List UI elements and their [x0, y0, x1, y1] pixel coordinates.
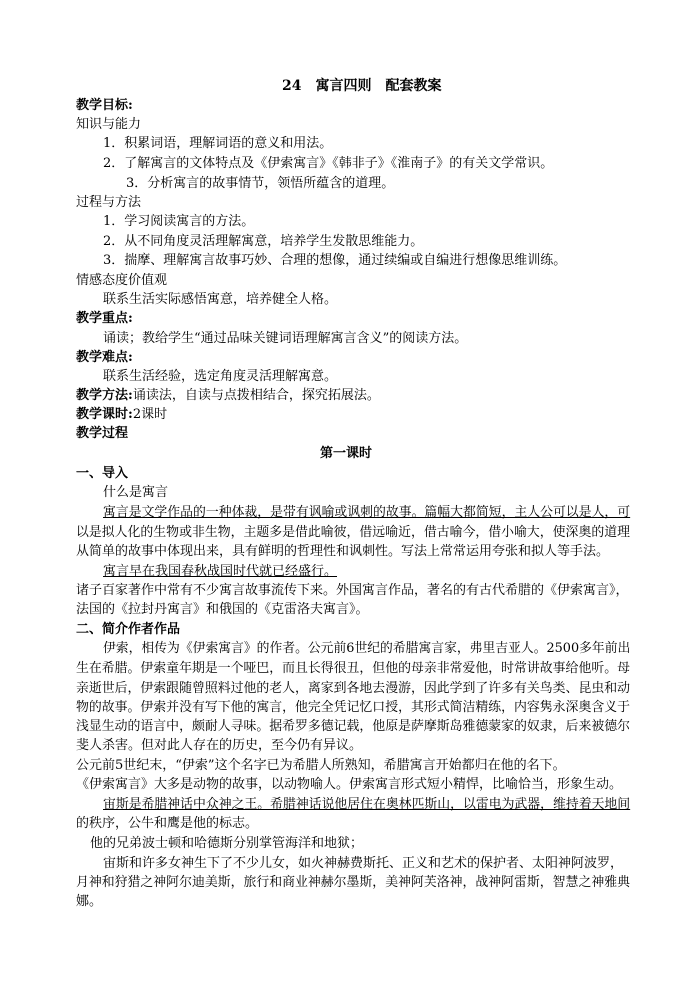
knowledge-item-3: 3．分析寓言的故事情节，领悟所蕴含的道理。: [126, 176, 395, 191]
section2-p1-line4: 物的故事。伊索并没有写下他的寓言，他完全凭记忆口授，其形式简洁精练，内容隽永深奥含义于: [76, 700, 630, 715]
section2-p1-line2: 生在希腊。伊索童年期是一个哑巴，而且长得很丑，但他的母亲非常爱他，时常讲故事给他听。母: [76, 661, 630, 676]
section2-p3: 《伊索寓言》大多是动物的故事，以动物喻人。伊索寓言形式短小精悍，比喻恰当，形象生动。: [76, 777, 623, 792]
section1-p2-line2: 诸子百家著作中常有不少寓言故事流传下来。外国寓言作品，著名的有古代希腊的《伊索寓言》，: [76, 583, 629, 598]
difficulty-label: 教学难点:: [76, 350, 133, 365]
difficulty-text: 联系生活经验，选定角度灵活理解寓意。: [103, 369, 338, 384]
hours-label: 教学课时:: [76, 407, 133, 422]
section1-p1-line2: 以是拟人化的生物或非生物，主题多是借此喻彼，借远喻近，借古喻今，借小喻大，使深奥的道理: [76, 525, 630, 540]
hours-text: 2课时: [132, 407, 168, 422]
knowledge-label: 知识与能力: [76, 117, 142, 132]
goals-label: 教学目标:: [76, 98, 133, 113]
section2-p4-line2: 的秩序，公牛和鹰是他的标志。: [76, 816, 259, 831]
method-text: 诵读法，自读与点拨相结合，探究拓展法。: [132, 388, 380, 403]
section1-p2-line3: 法国的《拉封丹寓言》和俄国的《克雷洛夫寓言》。: [76, 602, 369, 617]
process-main-label: 教学过程: [76, 426, 129, 441]
section2-title: 二、简介作者作品: [76, 622, 181, 637]
emotion-label: 情感态度价值观: [76, 273, 168, 288]
section1-title: 一、导入: [76, 466, 129, 481]
section2-p5: 他的兄弟波士顿和哈德斯分别掌管海洋和地狱；: [90, 836, 364, 851]
section2-p4-line1: 宙斯是希腊神话中众神之王。希腊神话说他居住在奥林匹斯山，以雷电为武器，维持着天地间: [103, 797, 631, 812]
section1-p1-line1: 寓言是文学作品的一种体裁，是带有讽喻或讽刺的故事。篇幅大都简短，主人公可以是人，可: [103, 505, 631, 520]
emotion-text: 联系生活实际感悟寓意，培养健全人格。: [103, 292, 338, 307]
section2-p2: 公元前5世纪末，“伊索”这个名字已为希腊人所熟知，希腊寓言开始都归在他的名下。: [76, 758, 566, 773]
process-item-2: 2．从不同角度灵活理解寓意，培养学生发散思维能力。: [103, 234, 424, 249]
lesson-title: 第一课时: [320, 446, 373, 461]
knowledge-item-2: 2．了解寓言的文体特点及《伊索寓言》《韩非子》《淮南子》的有关文学常识。: [103, 156, 554, 171]
hours-row: [76, 406, 167, 424]
section1-p1-line3: 从简单的故事中体现出来，具有鲜明的哲理性和讽刺性。写法上常常运用夸张和拟人等手法。: [76, 544, 610, 559]
section2-p6-line1: 宙斯和许多女神生下了不少儿女，如火神赫费斯托、正义和艺术的保护者、太阳神阿波罗，: [103, 856, 624, 871]
page-title: 24 寓言四则 配套教案: [282, 78, 442, 94]
section1-question: 什么是寓言: [103, 485, 169, 500]
section2-p6-line3: 娜。: [76, 894, 103, 909]
key-label: 教学重点:: [76, 311, 133, 326]
section2-p1-line5: 浅显生动的语言中，颇耐人寻味。据希罗多德记载，他原是萨摩斯岛雅德蒙家的奴隶，后来被德尔: [76, 719, 630, 734]
knowledge-item-1: 1．积累词语，理解词语的意义和用法。: [103, 136, 333, 151]
section2-p6-line2: 月神和狩猎之神阿尔迪美斯，旅行和商业神赫尔墨斯，美神阿芙洛神，战神阿雷斯，智慧之神雅典: [76, 875, 630, 890]
section2-p1-line6: 斐人杀害。但对此人存在的历史，至今仍有异议。: [76, 738, 363, 753]
process-item-1: 1．学习阅读寓言的方法。: [103, 214, 255, 229]
method-label: 教学方法:: [76, 388, 133, 403]
section2-p1-line1: 伊索，相传为《伊索寓言》的作者。公元前6世纪的希腊寓言家，弗里吉亚人。2500多年前出: [103, 641, 631, 656]
process-item-3: 3．揣摩、理解寓言故事巧妙、合理的想像，通过续编或自编进行想像思维训练。: [103, 253, 567, 268]
section2-p1-line3: 亲逝世后，伊索跟随曾照料过他的老人，离家到各地去漫游，因此学到了许多有关鸟类、昆虫和动: [76, 681, 630, 696]
section1-p2-line1: 寓言早在我国春秋战国时代就已经盛行。: [103, 564, 338, 579]
process-label: 过程与方法: [76, 195, 142, 210]
method-row: [76, 387, 380, 405]
key-text: 诵读；教给学生“通过品味关键词语理解寓言含义”的阅读方法。: [103, 331, 468, 346]
